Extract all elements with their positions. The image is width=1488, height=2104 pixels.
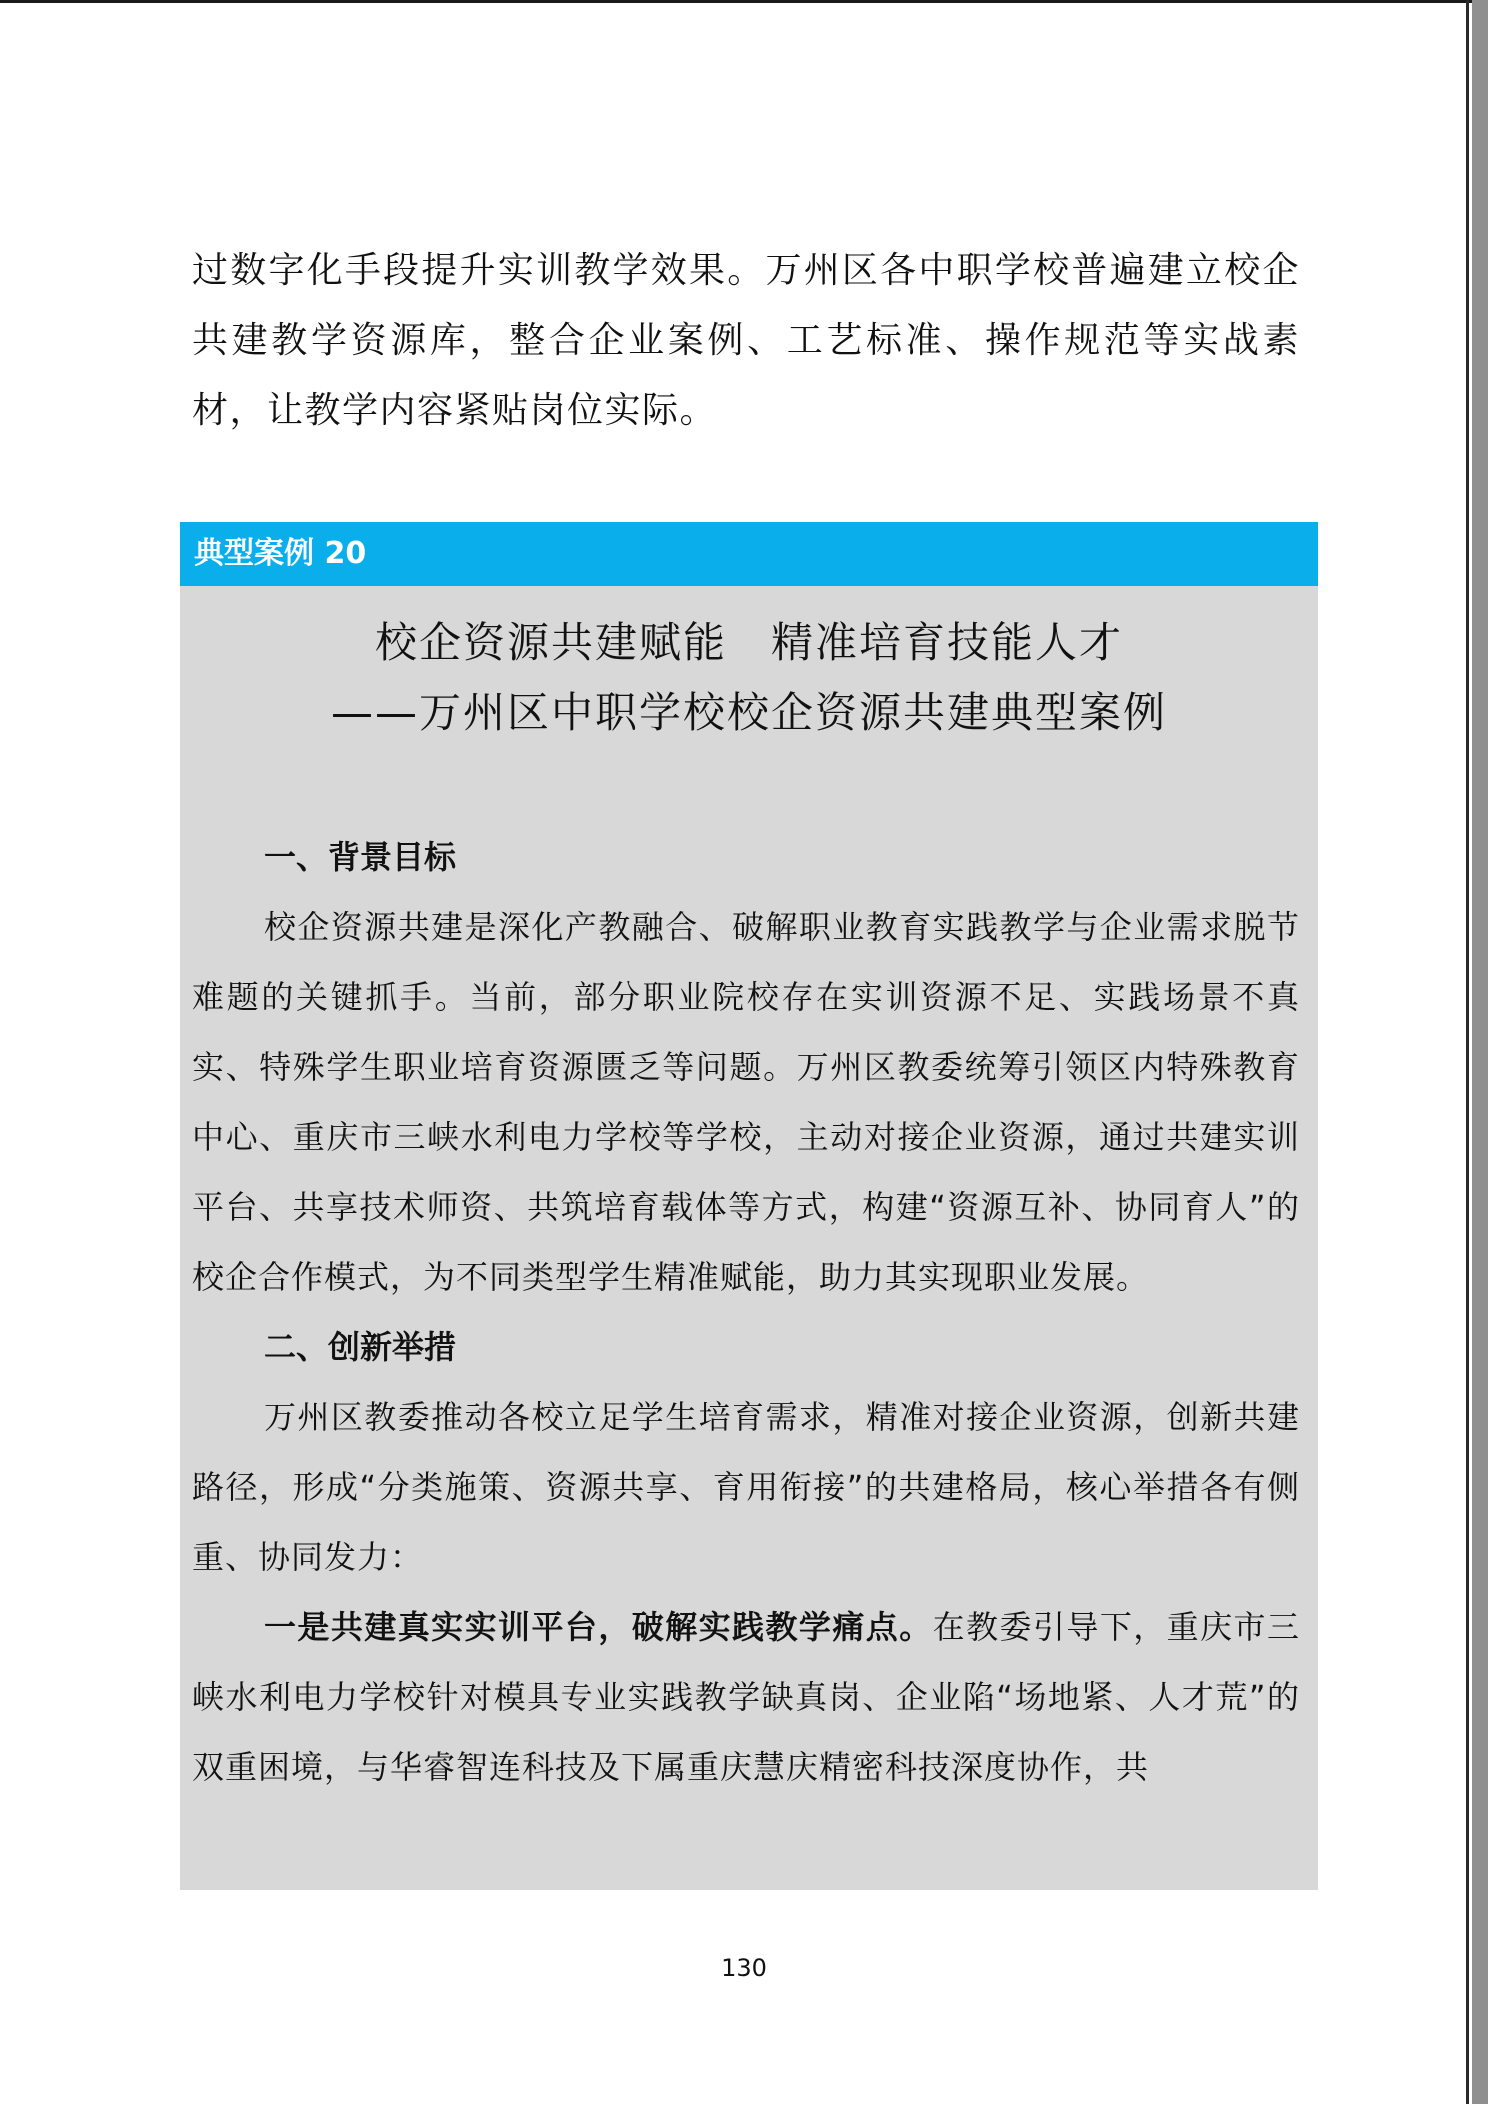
case-header: 典型案例 20 (180, 522, 1318, 586)
section-text-measures: 万州区教委推动各校立足学生培育需求，精准对接企业资源，创新共建路径，形成“分类施策、资源共享、育用衔接”的共建格局，核心举措各有侧重、协同发力： (192, 1398, 1300, 1576)
section-heading-measures: 二、创新举措 (264, 1328, 457, 1366)
top-border (0, 0, 1488, 3)
side-strip (1472, 0, 1488, 2104)
measure-item-1 (192, 1592, 1300, 1802)
case-title-line2: ——万州区中职学校校企资源共建典型案例 (330, 688, 1167, 737)
section-text-background: 校企资源共建是深化产教融合、破解职业教育实践教学与企业需求脱节难题的关键抓手。当前，部分职业院校存在实训资源不足、实践场景不真实、特殊学生职业培育资源匮乏等问题。万州区教委统筹引领区内特殊教育中心、重庆市三峡水利电力学校等学校，主动对接企业资源，通过共建实训平台、共享技术师资、共筑培育载体等方式，构建“资源互补、协同育人”的校企合作模式，为不同类型学生精准赋能，助力其实现职业发展。 (192, 908, 1300, 1296)
case-title (180, 608, 1318, 748)
page-number: 130 (721, 1954, 767, 1982)
case-box (180, 522, 1318, 1890)
case-title-line1: 校企资源共建赋能 精准培育技能人才 (374, 618, 1123, 667)
intro-paragraph: 过数字化手段提升实训教学效果。万州区各中职学校普遍建立校企共建教学资源库，整合企业案例、工艺标准、操作规范等实战素材，让教学内容紧贴岗位实际。 (192, 250, 1300, 431)
measure-item-1-lead: 一是共建真实实训平台，破解实践教学痛点。 (264, 1608, 933, 1646)
measure-item-1-text: 在教委引导下，重庆市三峡水利电力学校针对模具专业实践教学缺真岗、企业陷“场地紧、人才荒”的双重困境，与华睿智连科技及下属重庆慧庆精密科技深度协作，共 (192, 1608, 1300, 1786)
section-heading-background: 一、背景目标 (264, 838, 457, 876)
case-body (192, 822, 1300, 1802)
side-border-line (1466, 0, 1469, 2104)
